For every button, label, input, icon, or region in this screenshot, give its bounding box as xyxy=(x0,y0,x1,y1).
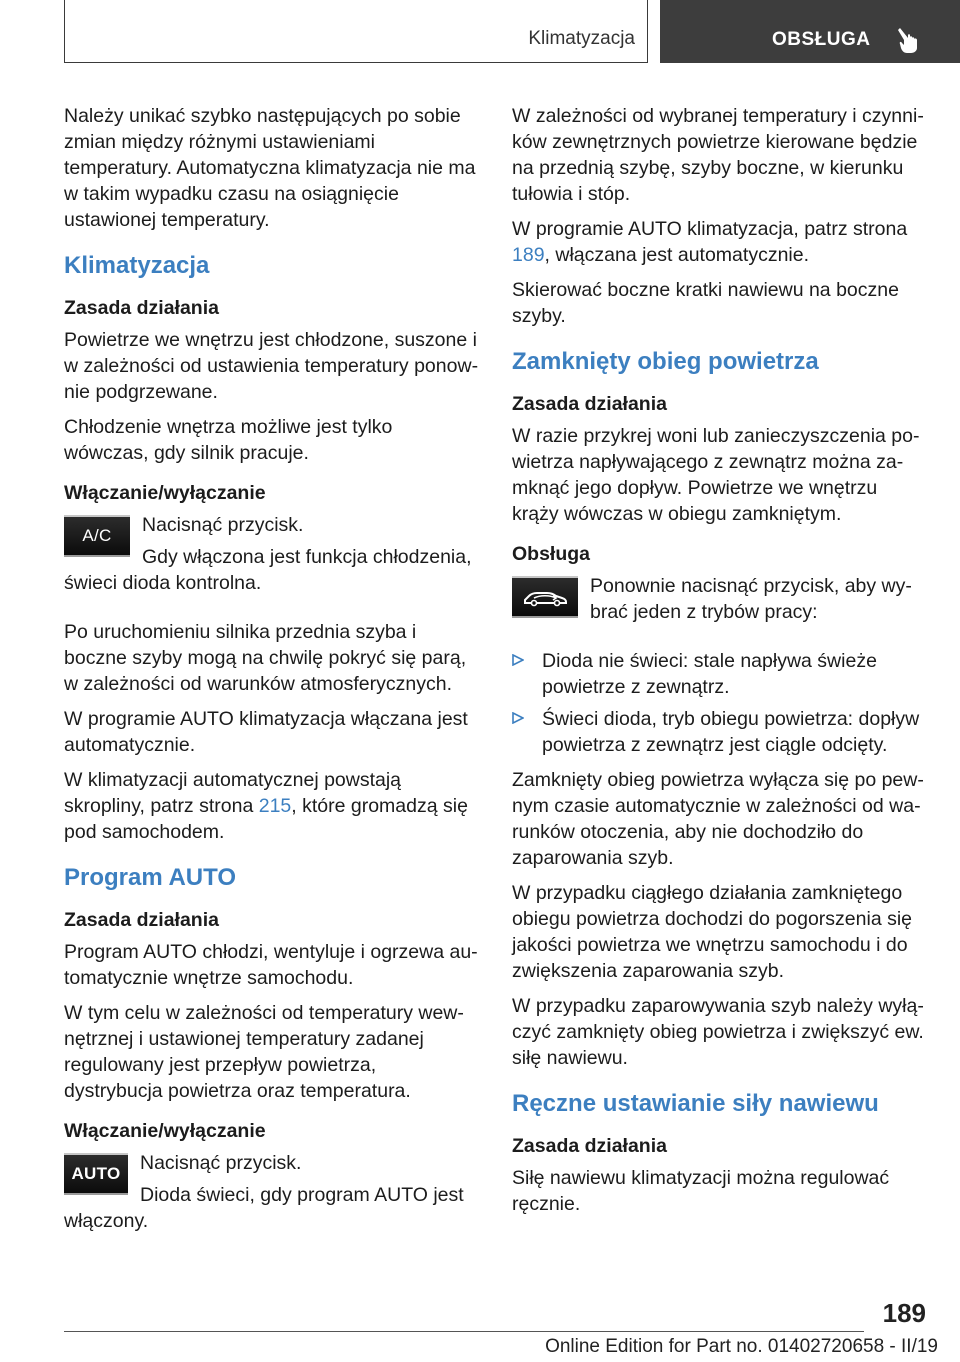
section-heading-blower: Ręczne ustawianie siły nawiewu xyxy=(512,1090,879,1117)
paragraph: W programie AUTO klimatyzacja włączana jest automatycznie. xyxy=(64,708,468,756)
paragraph: W programie AUTO klimatyzacja, patrz strona 189, włączana jest automatycznie. xyxy=(512,218,908,266)
subheading-principle: Zasada działania xyxy=(512,1135,667,1157)
paragraph: W razie przykrej woni lub zanieczyszczenia powietrza napływającego z zewnątrz można zamknąć jego dopływ. Powietrze we wnętrzu krąży wówczas w obiegu zamkniętym. xyxy=(512,425,920,525)
chapter-title: OBSŁUGA xyxy=(772,29,871,50)
ac-button-label: A/C xyxy=(82,526,112,545)
edition-note: Online Edition for Part no. 01402720658 - II/19 xyxy=(545,1336,938,1357)
triangle-bullet-icon xyxy=(512,712,524,724)
section-title: Klimatyzacja xyxy=(528,28,635,49)
paragraph: Skierować boczne kratki nawiewu na boczne szyby. xyxy=(512,279,899,327)
paragraph: Po uruchomieniu silnika przednia szyba i boczne szyby mogą na chwilę pokryć się parą, w zależności od warunków atmosferycznych. xyxy=(64,621,467,695)
recirculation-car-icon xyxy=(520,586,570,608)
paragraph: W zależności od wybranej temperatury i czynników zewnętrznych powietrze kierowane będzie na przednią szybę, szyby boczne, w kierunku tułowia i stóp. xyxy=(512,105,924,205)
paragraph: Powietrze we wnętrzu jest chłodzone, suszone i w zależności od ustawienia temperatury ponownie podgrzewane. xyxy=(64,329,479,403)
paragraph: Program AUTO chłodzi, wentyluje i ogrzewa automatycznie wnętrze samochodu. xyxy=(64,941,478,989)
ac-button-image xyxy=(64,515,130,557)
list-item: Świeci dioda, tryb obiegu powietrza: dopływ powietrza z zewnątrz jest ciągle odcięty. xyxy=(512,706,927,758)
list-item: Dioda nie świeci: stale napływa świeże powietrze z zewnątrz. xyxy=(512,648,927,700)
header-section-box xyxy=(64,0,648,63)
page-number: 189 xyxy=(882,1298,926,1328)
paragraph: W tym celu w zależności od temperatury wewnętrznej i ustawionej temperatury zadanej regulowany jest przepływ powietrza, dystrybucja powietrza oraz temperatura. xyxy=(64,1002,464,1102)
paragraph: Siłę nawiewu klimatyzacji można regulować ręcznie. xyxy=(512,1167,890,1215)
intro-paragraph: Należy unikać szybko następujących po sobie zmian między różnymi ustawieniami temperatury. Automatyczna klimatyzacja nie ma w takim wypadku czasu na osiągnięcie ustawionej temperatury. xyxy=(64,105,476,231)
subheading-switch: Włączanie/wyłączanie xyxy=(64,1120,266,1142)
paragraph: Nacisnąć przycisk. xyxy=(140,1152,302,1174)
paragraph: Zamknięty obieg powietrza wyłącza się po pewnym czasie automatycznie w zależności od warunków otoczenia, aby nie dochodziło do zaparowania szyb. xyxy=(512,769,924,869)
paragraph: Chłodzenie wnętrza możliwe jest tylko wówczas, gdy silnik pracuje. xyxy=(64,416,393,464)
recirculation-button-image xyxy=(512,576,578,618)
section-heading-auto: Program AUTO xyxy=(64,864,237,891)
paragraph: W przypadku ciągłego działania zamkniętego obiegu powietrza dochodzi do pogorszenia się jakości powietrza we wnętrzu samochodu i do zwiększenia zaparowania szyb. xyxy=(512,882,913,982)
auto-button-label: AUTO xyxy=(71,1164,121,1183)
subheading-principle: Zasada działania xyxy=(512,393,667,415)
triangle-bullet-icon xyxy=(512,654,524,666)
subheading-operation: Obsługa xyxy=(512,543,591,565)
page-link-189[interactable]: 189 xyxy=(512,244,545,266)
left-column xyxy=(64,103,479,1252)
paragraph: Gdy włączona jest funkcja chłodzenia, świeci dioda kontrolna. xyxy=(64,546,472,594)
section-heading-ac: Klimatyzacja xyxy=(64,252,210,279)
footer-divider xyxy=(64,1331,864,1332)
paragraph: W klimatyzacji automatycznej powstają skropliny, patrz strona 215, które gromadzą się pod samochodem. xyxy=(64,769,468,843)
right-column xyxy=(512,103,927,1226)
subheading-switch: Włączanie/wyłączanie xyxy=(64,482,266,504)
pointing-hand-icon xyxy=(896,26,922,54)
mode-list xyxy=(512,648,927,758)
auto-button-image xyxy=(64,1153,128,1195)
paragraph: Nacisnąć przycisk. xyxy=(142,514,304,536)
section-heading-recirculation: Zamknięty obieg powietrza xyxy=(512,348,819,375)
header-chapter-box xyxy=(660,0,960,63)
page-link-215[interactable]: 215 xyxy=(258,795,292,817)
paragraph: W przypadku zaparowywania szyb należy wyłączyć zamknięty obieg powietrza i zwiększyć ew. siłę nawiewu. xyxy=(512,995,924,1069)
subheading-principle: Zasada działania xyxy=(64,297,219,319)
paragraph: Ponownie nacisnąć przycisk, aby wybrać jeden z trybów pracy: xyxy=(590,575,912,623)
subheading-principle: Zasada działania xyxy=(64,909,219,931)
paragraph: Dioda świeci, gdy program AUTO jest włączony. xyxy=(64,1184,464,1232)
